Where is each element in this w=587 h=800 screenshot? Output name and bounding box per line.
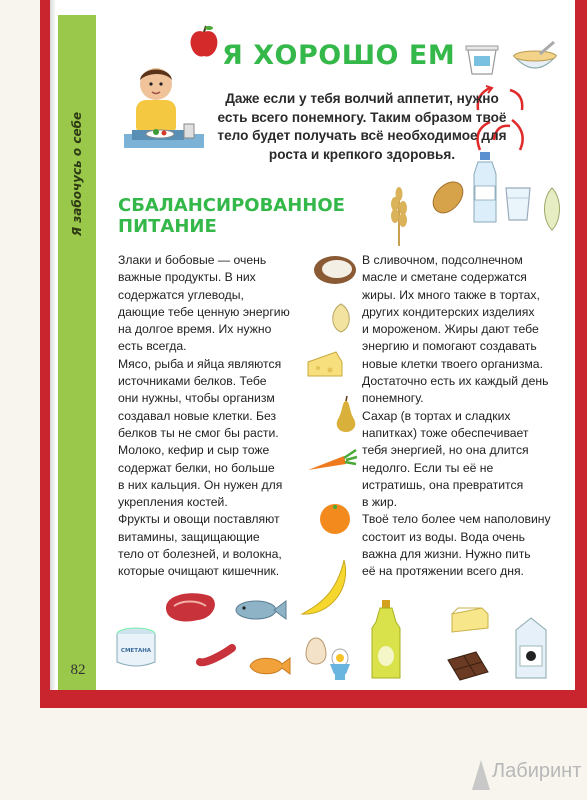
- left-text-line: в них кальция. Он нужен для: [118, 477, 283, 492]
- sour-cream-jar-icon: [114, 626, 158, 670]
- right-text-line: важна для жизни. Нужно пить: [362, 547, 531, 562]
- section-side-label: [58, 84, 96, 264]
- left-text-line: белков ты не смог бы расти.: [118, 425, 279, 440]
- right-text-line: в жир.: [362, 495, 397, 510]
- yogurt-cup-icon: [462, 40, 502, 78]
- potato-icon: [428, 178, 466, 218]
- apple-icon: [186, 24, 222, 60]
- right-text-line: других кондитерских изделиях: [362, 304, 535, 319]
- egg-icon: [304, 636, 328, 666]
- right-text-line: В сливочном, подсолнечном: [362, 253, 523, 267]
- right-text-line: жиры. Их много также в тортах,: [362, 287, 540, 302]
- intro-text: Даже если у тебя волчий аппетит, нужно есть всего понемногу. Таким образом твоё тело будет получать всё необходимое для роста и крепкого здоровья.: [217, 91, 507, 162]
- left-text-line: содержатся углеводы,: [118, 287, 244, 302]
- right-text-line: напитках) тоже обеспечивает: [362, 425, 529, 440]
- fish-fillet-icon: [246, 654, 292, 676]
- left-text-line: создавал новые клетки. Без: [118, 408, 277, 423]
- right-text-line: её на протяжении всего дня.: [362, 564, 524, 579]
- orange-icon: [318, 502, 352, 536]
- left-text-line: источниками белков. Тебе: [118, 374, 267, 389]
- boy-eating-illustration: [118, 62, 206, 162]
- milk-carton-icon: [512, 616, 550, 680]
- page-number: 82: [70, 662, 86, 678]
- wheat-icon: [384, 186, 414, 248]
- right-text-line: Достаточно есть их каждый день: [362, 374, 549, 389]
- oil-bottle-icon: [368, 598, 404, 682]
- cereal-bowl-icon: [510, 40, 560, 78]
- endive-icon: [540, 186, 564, 232]
- right-text-column: [362, 252, 567, 581]
- left-text-line: Молоко, кефир и сыр тоже: [118, 443, 270, 458]
- carrot-icon: [306, 448, 358, 474]
- banana-icon: [298, 558, 352, 620]
- right-text-line: тебя энергией, но она длится: [362, 443, 529, 458]
- boiled-egg-cup-icon: [326, 648, 354, 682]
- left-text-line: важные продукты. В них: [118, 270, 256, 285]
- subtitle-line-2: ПИТАНИЕ: [118, 216, 217, 237]
- left-text-line: Мясо, рыба и яйца являются: [118, 356, 282, 371]
- right-text-line: новые клетки твоего организма.: [362, 356, 543, 371]
- left-text-line: укрепления костей.: [118, 495, 228, 510]
- left-text-line: содержат белки, но больше: [118, 460, 275, 475]
- left-text-line: которые очищают кишечник.: [118, 564, 280, 579]
- water-bottle-icon: [470, 150, 500, 226]
- sour-cream-label: СМЕТАНА: [120, 648, 152, 654]
- butter-icon: [448, 604, 490, 634]
- right-text-line: понемногу.: [362, 391, 424, 406]
- right-text-line: состоит из воды. Вода очень: [362, 529, 526, 544]
- right-text-line: недолго. Если ты её не: [362, 460, 494, 475]
- left-text-column: [118, 252, 314, 581]
- page-title: Я ХОРОШО ЕМ: [222, 40, 456, 71]
- subtitle-line-1: СБАЛАНСИРОВАННОЕ: [118, 195, 345, 216]
- left-text-line: Фрукты и овощи поставляют: [118, 512, 280, 527]
- labyrinth-logo-icon: [470, 758, 492, 792]
- meat-steak-icon: [162, 590, 218, 624]
- watermark-text: Лабиринт: [492, 760, 582, 782]
- cheese-icon: [306, 350, 344, 378]
- page-spine-shadow: [50, 0, 56, 690]
- right-text-line: истратишь, она превратится: [362, 477, 524, 492]
- pear-icon: [334, 395, 358, 433]
- fish-icon: [234, 598, 288, 622]
- right-text-line: Твоё тело более чем наполовину: [362, 512, 551, 527]
- left-text-line: витамины, защищающие: [118, 529, 260, 544]
- sausage-icon: [196, 644, 236, 668]
- right-text-line: масле и сметане содержатся: [362, 270, 527, 285]
- right-text-line: Сахар (в тортах и сладких: [362, 408, 511, 423]
- left-text-line: дающие тебе ценную энергию: [118, 304, 290, 319]
- section-side-label-text: Я забочусь о себе: [70, 111, 84, 237]
- left-text-line: на долгое время. Их нужно: [118, 322, 272, 337]
- watermark: [470, 756, 582, 796]
- water-glass-icon: [504, 186, 532, 222]
- left-text-line: Злаки и бобовые — очень: [118, 253, 267, 267]
- right-text-line: и мороженом. Жиры дают тебе: [362, 322, 539, 337]
- coconut-icon: [312, 254, 358, 286]
- chocolate-bar-icon: [446, 650, 492, 682]
- almond-icon: [328, 302, 354, 334]
- left-text-line: есть всегда.: [118, 339, 187, 354]
- right-text-line: энергию и помогают создавать: [362, 339, 537, 354]
- left-text-line: тело от болезней, и волокна,: [118, 547, 282, 562]
- left-text-line: они нужны, чтобы организм: [118, 391, 275, 406]
